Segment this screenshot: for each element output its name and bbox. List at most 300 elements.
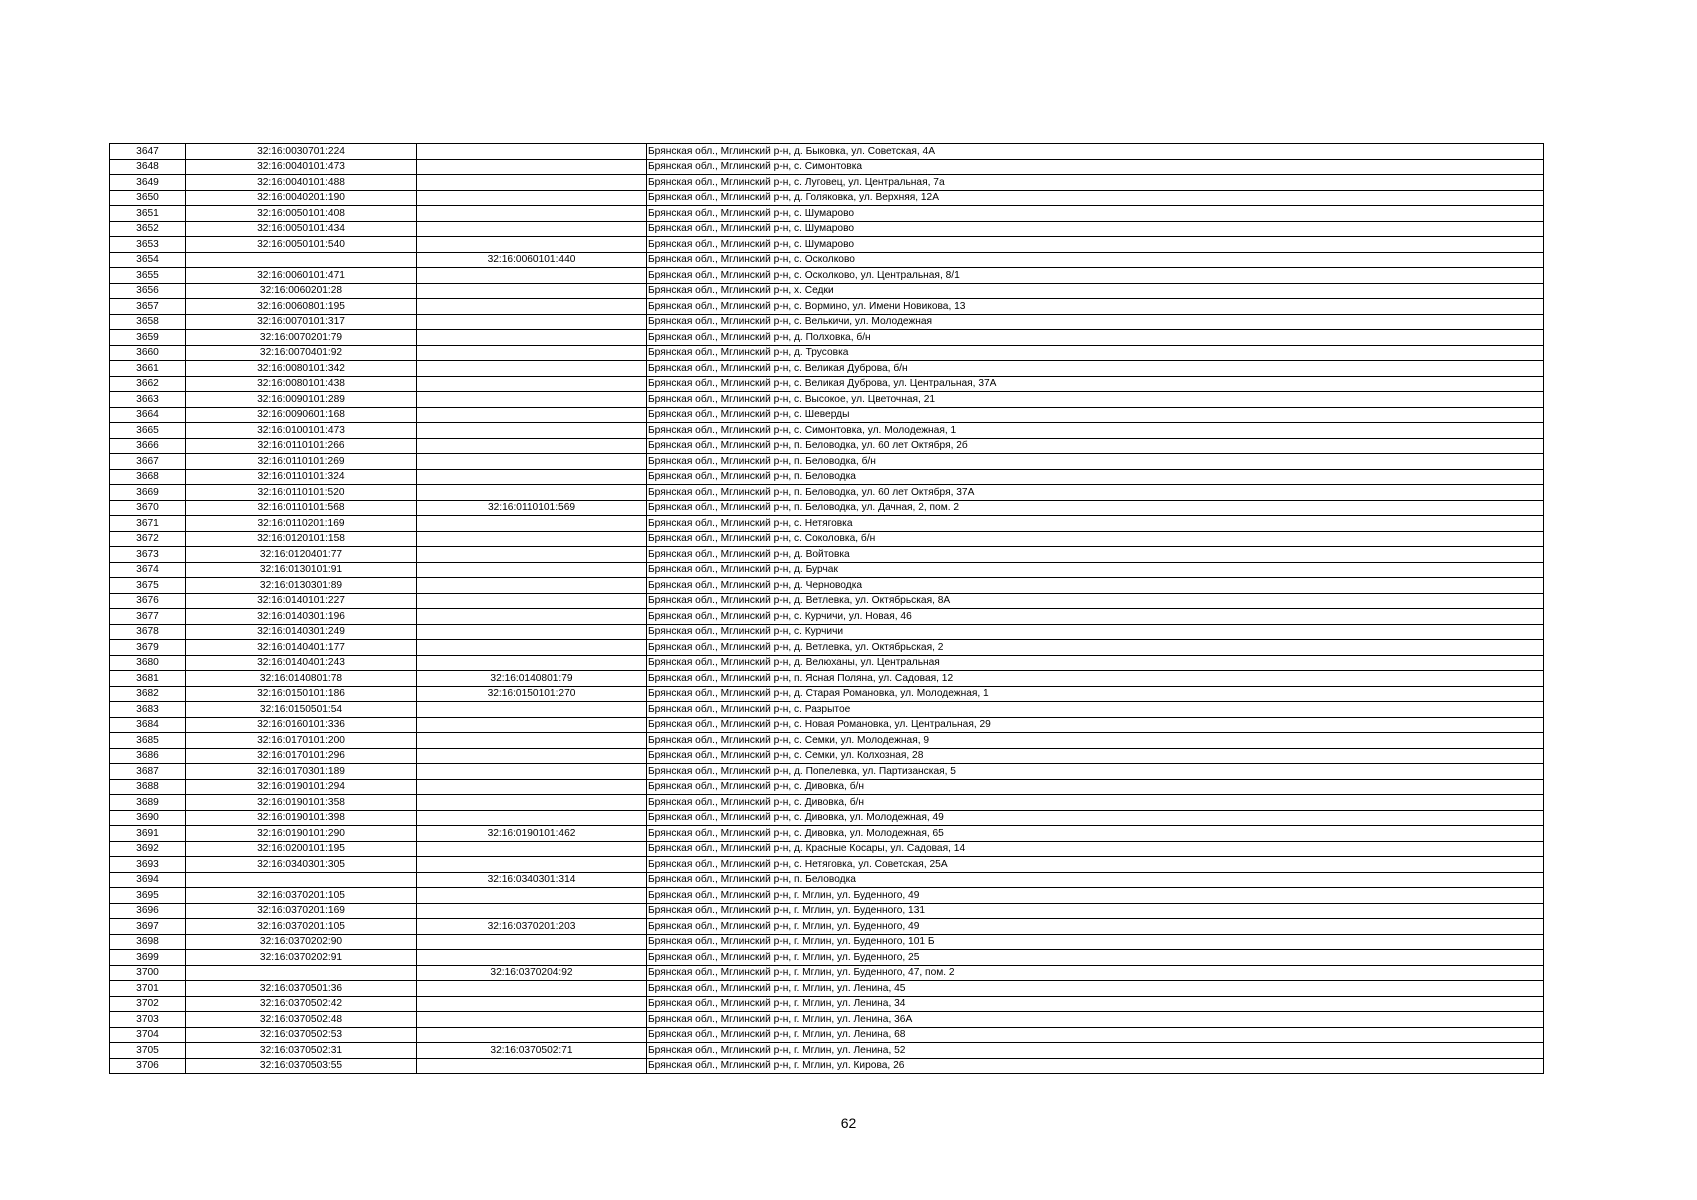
related-cadastral-number-cell (417, 795, 647, 811)
table-row (110, 872, 1544, 888)
cadastral-number-cell: 32:16:0370201:105 (186, 919, 417, 935)
table-row (110, 144, 1544, 160)
address-cell: Брянская обл., Мглинский р-н, с. Соколовка, б/н (647, 531, 1544, 547)
table-row (110, 438, 1544, 454)
row-number-cell: 3662 (110, 376, 186, 392)
cadastral-number-cell: 32:16:0140401:243 (186, 655, 417, 671)
row-number-cell: 3688 (110, 779, 186, 795)
cadastral-number-cell: 32:16:0140801:78 (186, 671, 417, 687)
table-row (110, 671, 1544, 687)
cadastral-number-cell: 32:16:0080101:342 (186, 361, 417, 377)
related-cadastral-number-cell (417, 841, 647, 857)
related-cadastral-number-cell: 32:16:0370502:71 (417, 1043, 647, 1059)
table-row (110, 733, 1544, 749)
related-cadastral-number-cell (417, 547, 647, 563)
cadastral-number-cell: 32:16:0370503:55 (186, 1058, 417, 1074)
cadastral-number-cell: 32:16:0370202:91 (186, 950, 417, 966)
related-cadastral-number-cell (417, 345, 647, 361)
row-number-cell: 3647 (110, 144, 186, 160)
row-number-cell: 3654 (110, 252, 186, 268)
address-cell: Брянская обл., Мглинский р-н, д. Красные Косары, ул. Садовая, 14 (647, 841, 1544, 857)
table-row (110, 903, 1544, 919)
cadastral-number-cell: 32:16:0050101:540 (186, 237, 417, 253)
table-row (110, 237, 1544, 253)
cadastral-number-cell: 32:16:0370201:105 (186, 888, 417, 904)
table-row (110, 779, 1544, 795)
cadastral-number-cell: 32:16:0100101:473 (186, 423, 417, 439)
address-cell: Брянская обл., Мглинский р-н, с. Шеверды (647, 407, 1544, 423)
address-cell: Брянская обл., Мглинский р-н, г. Мглин, ул. Ленина, 68 (647, 1027, 1544, 1043)
address-cell: Брянская обл., Мглинский р-н, с. Дивовка, ул. Молодежная, 65 (647, 826, 1544, 842)
related-cadastral-number-cell (417, 717, 647, 733)
row-number-cell: 3698 (110, 934, 186, 950)
table-row (110, 268, 1544, 284)
cadastral-number-cell: 32:16:0050101:434 (186, 221, 417, 237)
related-cadastral-number-cell (417, 996, 647, 1012)
page-number: 62 (840, 1115, 857, 1131)
address-cell: Брянская обл., Мглинский р-н, г. Мглин, ул. Ленина, 45 (647, 981, 1544, 997)
row-number-cell: 3664 (110, 407, 186, 423)
address-cell: Брянская обл., Мглинский р-н, д. Голяковка, ул. Верхняя, 12А (647, 190, 1544, 206)
address-cell: Брянская обл., Мглинский р-н, г. Мглин, ул. Буденного, 49 (647, 919, 1544, 935)
cadastral-number-cell: 32:16:0370502:48 (186, 1012, 417, 1028)
row-number-cell: 3696 (110, 903, 186, 919)
related-cadastral-number-cell (417, 779, 647, 795)
related-cadastral-number-cell (417, 221, 647, 237)
address-cell: Брянская обл., Мглинский р-н, д. Полховка, б/н (647, 330, 1544, 346)
row-number-cell: 3660 (110, 345, 186, 361)
address-cell: Брянская обл., Мглинский р-н, п. Беловодка, ул. 60 лет Октября, 37А (647, 485, 1544, 501)
related-cadastral-number-cell (417, 206, 647, 222)
table-row (110, 934, 1544, 950)
table-row (110, 361, 1544, 377)
related-cadastral-number-cell (417, 392, 647, 408)
cadastral-number-cell: 32:16:0140101:227 (186, 593, 417, 609)
row-number-cell: 3678 (110, 624, 186, 640)
related-cadastral-number-cell (417, 748, 647, 764)
table-row (110, 609, 1544, 625)
table-row (110, 795, 1544, 811)
cadastral-number-cell: 32:16:0090101:289 (186, 392, 417, 408)
table-row (110, 547, 1544, 563)
table-row (110, 702, 1544, 718)
table-row (110, 330, 1544, 346)
related-cadastral-number-cell (417, 376, 647, 392)
cadastral-number-cell: 32:16:0370201:169 (186, 903, 417, 919)
related-cadastral-number-cell (417, 950, 647, 966)
related-cadastral-number-cell (417, 268, 647, 284)
related-cadastral-number-cell (417, 237, 647, 253)
cadastral-number-cell: 32:16:0080101:438 (186, 376, 417, 392)
address-cell: Брянская обл., Мглинский р-н, с. Осколково, ул. Центральная, 8/1 (647, 268, 1544, 284)
related-cadastral-number-cell (417, 407, 647, 423)
address-cell: Брянская обл., Мглинский р-н, с. Осколково (647, 252, 1544, 268)
address-cell: Брянская обл., Мглинский р-н, г. Мглин, ул. Буденного, 47, пом. 2 (647, 965, 1544, 981)
address-cell: Брянская обл., Мглинский р-н, с. Дивовка, б/н (647, 795, 1544, 811)
table-row (110, 981, 1544, 997)
address-cell: Брянская обл., Мглинский р-н, г. Мглин, ул. Ленина, 34 (647, 996, 1544, 1012)
row-number-cell: 3671 (110, 516, 186, 532)
cadastral-number-cell (186, 872, 417, 888)
cadastral-number-cell: 32:16:0060801:195 (186, 299, 417, 315)
row-number-cell: 3653 (110, 237, 186, 253)
table-row (110, 485, 1544, 501)
table-row (110, 841, 1544, 857)
table-row (110, 392, 1544, 408)
table-row (110, 1043, 1544, 1059)
related-cadastral-number-cell (417, 175, 647, 191)
cadastral-number-cell: 32:16:0110101:520 (186, 485, 417, 501)
cadastral-number-cell: 32:16:0190101:290 (186, 826, 417, 842)
cadastral-number-cell: 32:16:0110101:266 (186, 438, 417, 454)
cadastral-number-cell: 32:16:0110101:324 (186, 469, 417, 485)
address-cell: Брянская обл., Мглинский р-н, г. Мглин, ул. Кирова, 26 (647, 1058, 1544, 1074)
cadastral-number-cell: 32:16:0090601:168 (186, 407, 417, 423)
cadastral-number-cell: 32:16:0140301:249 (186, 624, 417, 640)
related-cadastral-number-cell (417, 609, 647, 625)
address-cell: Брянская обл., Мглинский р-н, с. Вормино, ул. Имени Новикова, 13 (647, 299, 1544, 315)
address-cell: Брянская обл., Мглинский р-н, п. Беловодка, ул. 60 лет Октября, 2б (647, 438, 1544, 454)
table-row (110, 1027, 1544, 1043)
address-cell: Брянская обл., Мглинский р-н, г. Мглин, ул. Буденного, 101 Б (647, 934, 1544, 950)
address-cell: Брянская обл., Мглинский р-н, г. Мглин, ул. Буденного, 25 (647, 950, 1544, 966)
table-row (110, 1058, 1544, 1074)
table-row (110, 764, 1544, 780)
related-cadastral-number-cell (417, 593, 647, 609)
registry-table (109, 143, 1544, 1074)
table-row (110, 252, 1544, 268)
cadastral-number-cell: 32:16:0070201:79 (186, 330, 417, 346)
address-cell: Брянская обл., Мглинский р-н, г. Мглин, ул. Буденного, 49 (647, 888, 1544, 904)
related-cadastral-number-cell: 32:16:0140801:79 (417, 671, 647, 687)
row-number-cell: 3665 (110, 423, 186, 439)
cadastral-number-cell: 32:16:0120401:77 (186, 547, 417, 563)
address-cell: Брянская обл., Мглинский р-н, с. Великая Дуброва, ул. Центральная, 37А (647, 376, 1544, 392)
row-number-cell: 3699 (110, 950, 186, 966)
row-number-cell: 3697 (110, 919, 186, 935)
row-number-cell: 3661 (110, 361, 186, 377)
cadastral-number-cell: 32:16:0370502:53 (186, 1027, 417, 1043)
related-cadastral-number-cell (417, 469, 647, 485)
table-row (110, 1012, 1544, 1028)
table-row (110, 376, 1544, 392)
row-number-cell: 3673 (110, 547, 186, 563)
row-number-cell: 3682 (110, 686, 186, 702)
cadastral-number-cell: 32:16:0130101:91 (186, 562, 417, 578)
row-number-cell: 3669 (110, 485, 186, 501)
table-row (110, 206, 1544, 222)
table-row (110, 655, 1544, 671)
related-cadastral-number-cell (417, 190, 647, 206)
cadastral-number-cell: 32:16:0070101:317 (186, 314, 417, 330)
table-row (110, 299, 1544, 315)
row-number-cell: 3695 (110, 888, 186, 904)
table-row (110, 810, 1544, 826)
row-number-cell: 3679 (110, 640, 186, 656)
table-row (110, 996, 1544, 1012)
cadastral-number-cell: 32:16:0170101:200 (186, 733, 417, 749)
table-row (110, 407, 1544, 423)
address-cell: Брянская обл., Мглинский р-н, п. Ясная Поляна, ул. Садовая, 12 (647, 671, 1544, 687)
related-cadastral-number-cell (417, 314, 647, 330)
address-cell: Брянская обл., Мглинский р-н, с. Курчичи (647, 624, 1544, 640)
row-number-cell: 3686 (110, 748, 186, 764)
cadastral-number-cell: 32:16:0190101:358 (186, 795, 417, 811)
related-cadastral-number-cell (417, 330, 647, 346)
address-cell: Брянская обл., Мглинский р-н, с. Симонтовка (647, 159, 1544, 175)
cadastral-number-cell: 32:16:0170301:189 (186, 764, 417, 780)
related-cadastral-number-cell (417, 1027, 647, 1043)
cadastral-number-cell: 32:16:0070401:92 (186, 345, 417, 361)
table-row (110, 221, 1544, 237)
cadastral-number-cell: 32:16:0110101:568 (186, 500, 417, 516)
related-cadastral-number-cell (417, 640, 647, 656)
table-row (110, 578, 1544, 594)
cadastral-number-cell: 32:16:0370202:90 (186, 934, 417, 950)
related-cadastral-number-cell: 32:16:0340301:314 (417, 872, 647, 888)
address-cell: Брянская обл., Мглинский р-н, с. Луговец, ул. Центральная, 7а (647, 175, 1544, 191)
table-row (110, 562, 1544, 578)
row-number-cell: 3666 (110, 438, 186, 454)
cadastral-number-cell (186, 252, 417, 268)
related-cadastral-number-cell (417, 764, 647, 780)
table-row (110, 593, 1544, 609)
cadastral-number-cell: 32:16:0110201:169 (186, 516, 417, 532)
row-number-cell: 3684 (110, 717, 186, 733)
cadastral-number-cell: 32:16:0110101:269 (186, 454, 417, 470)
related-cadastral-number-cell (417, 857, 647, 873)
row-number-cell: 3668 (110, 469, 186, 485)
address-cell: Брянская обл., Мглинский р-н, с. Нетяговка, ул. Советская, 25А (647, 857, 1544, 873)
table-row (110, 826, 1544, 842)
related-cadastral-number-cell (417, 702, 647, 718)
table-row (110, 190, 1544, 206)
table-row (110, 283, 1544, 299)
related-cadastral-number-cell: 32:16:0190101:462 (417, 826, 647, 842)
row-number-cell: 3677 (110, 609, 186, 625)
row-number-cell: 3683 (110, 702, 186, 718)
cadastral-number-cell: 32:16:0040201:190 (186, 190, 417, 206)
related-cadastral-number-cell (417, 423, 647, 439)
address-cell: Брянская обл., Мглинский р-н, п. Беловодка, ул. Дачная, 2, пом. 2 (647, 500, 1544, 516)
table-row (110, 531, 1544, 547)
row-number-cell: 3650 (110, 190, 186, 206)
table-row (110, 159, 1544, 175)
cadastral-number-cell: 32:16:0370501:36 (186, 981, 417, 997)
address-cell: Брянская обл., Мглинский р-н, д. Старая Романовка, ул. Молодежная, 1 (647, 686, 1544, 702)
related-cadastral-number-cell (417, 562, 647, 578)
table-row (110, 965, 1544, 981)
row-number-cell: 3705 (110, 1043, 186, 1059)
address-cell: Брянская обл., Мглинский р-н, с. Велькичи, ул. Молодежная (647, 314, 1544, 330)
cadastral-number-cell: 32:16:0160101:336 (186, 717, 417, 733)
related-cadastral-number-cell (417, 485, 647, 501)
row-number-cell: 3685 (110, 733, 186, 749)
row-number-cell: 3657 (110, 299, 186, 315)
row-number-cell: 3670 (110, 500, 186, 516)
address-cell: Брянская обл., Мглинский р-н, п. Беловодка (647, 469, 1544, 485)
row-number-cell: 3680 (110, 655, 186, 671)
cadastral-number-cell: 32:16:0130301:89 (186, 578, 417, 594)
address-cell: Брянская обл., Мглинский р-н, х. Седки (647, 283, 1544, 299)
related-cadastral-number-cell (417, 531, 647, 547)
cadastral-number-cell: 32:16:0030701:224 (186, 144, 417, 160)
row-number-cell: 3692 (110, 841, 186, 857)
cadastral-number-cell: 32:16:0340301:305 (186, 857, 417, 873)
table-row (110, 345, 1544, 361)
row-number-cell: 3703 (110, 1012, 186, 1028)
address-cell: Брянская обл., Мглинский р-н, д. Велюханы, ул. Центральная (647, 655, 1544, 671)
related-cadastral-number-cell (417, 144, 647, 160)
related-cadastral-number-cell (417, 1012, 647, 1028)
cadastral-number-cell: 32:16:0060101:471 (186, 268, 417, 284)
address-cell: Брянская обл., Мглинский р-н, г. Мглин, ул. Ленина, 52 (647, 1043, 1544, 1059)
address-cell: Брянская обл., Мглинский р-н, д. Ветлевка, ул. Октябрьская, 2 (647, 640, 1544, 656)
row-number-cell: 3674 (110, 562, 186, 578)
address-cell: Брянская обл., Мглинский р-н, с. Дивовка, б/н (647, 779, 1544, 795)
address-cell: Брянская обл., Мглинский р-н, с. Великая Дуброва, б/н (647, 361, 1544, 377)
table-row (110, 175, 1544, 191)
related-cadastral-number-cell: 32:16:0150101:270 (417, 686, 647, 702)
related-cadastral-number-cell (417, 516, 647, 532)
related-cadastral-number-cell (417, 655, 647, 671)
cadastral-number-cell: 32:16:0190101:294 (186, 779, 417, 795)
row-number-cell: 3659 (110, 330, 186, 346)
related-cadastral-number-cell (417, 888, 647, 904)
address-cell: Брянская обл., Мглинский р-н, с. Дивовка, ул. Молодежная, 49 (647, 810, 1544, 826)
address-cell: Брянская обл., Мглинский р-н, д. Бурчак (647, 562, 1544, 578)
row-number-cell: 3655 (110, 268, 186, 284)
related-cadastral-number-cell (417, 733, 647, 749)
address-cell: Брянская обл., Мглинский р-н, г. Мглин, ул. Ленина, 36А (647, 1012, 1544, 1028)
address-cell: Брянская обл., Мглинский р-н, д. Попелевка, ул. Партизанская, 5 (647, 764, 1544, 780)
related-cadastral-number-cell: 32:16:0110101:569 (417, 500, 647, 516)
row-number-cell: 3694 (110, 872, 186, 888)
row-number-cell: 3651 (110, 206, 186, 222)
row-number-cell: 3652 (110, 221, 186, 237)
table-row (110, 469, 1544, 485)
row-number-cell: 3658 (110, 314, 186, 330)
table-row (110, 454, 1544, 470)
row-number-cell: 3690 (110, 810, 186, 826)
related-cadastral-number-cell: 32:16:0060101:440 (417, 252, 647, 268)
related-cadastral-number-cell (417, 578, 647, 594)
row-number-cell: 3656 (110, 283, 186, 299)
related-cadastral-number-cell (417, 903, 647, 919)
registry-table-body (110, 144, 1544, 1074)
cadastral-number-cell: 32:16:0200101:195 (186, 841, 417, 857)
address-cell: Брянская обл., Мглинский р-н, п. Беловодка (647, 872, 1544, 888)
address-cell: Брянская обл., Мглинский р-н, д. Трусовка (647, 345, 1544, 361)
cadastral-number-cell: 32:16:0370502:31 (186, 1043, 417, 1059)
row-number-cell: 3702 (110, 996, 186, 1012)
table-row (110, 686, 1544, 702)
cadastral-number-cell: 32:16:0150501:54 (186, 702, 417, 718)
row-number-cell: 3648 (110, 159, 186, 175)
address-cell: Брянская обл., Мглинский р-н, п. Беловодка, б/н (647, 454, 1544, 470)
related-cadastral-number-cell (417, 934, 647, 950)
address-cell: Брянская обл., Мглинский р-н, с. Нетяговка (647, 516, 1544, 532)
table-row (110, 888, 1544, 904)
cadastral-number-cell: 32:16:0060201:28 (186, 283, 417, 299)
cadastral-number-cell: 32:16:0150101:186 (186, 686, 417, 702)
related-cadastral-number-cell (417, 624, 647, 640)
address-cell: Брянская обл., Мглинский р-н, с. Новая Романовка, ул. Центральная, 29 (647, 717, 1544, 733)
related-cadastral-number-cell (417, 159, 647, 175)
address-cell: Брянская обл., Мглинский р-н, д. Ветлевка, ул. Октябрьская, 8А (647, 593, 1544, 609)
related-cadastral-number-cell: 32:16:0370201:203 (417, 919, 647, 935)
row-number-cell: 3681 (110, 671, 186, 687)
table-row (110, 423, 1544, 439)
cadastral-number-cell: 32:16:0370502:42 (186, 996, 417, 1012)
related-cadastral-number-cell (417, 299, 647, 315)
address-cell: Брянская обл., Мглинский р-н, с. Шумарово (647, 221, 1544, 237)
cadastral-number-cell: 32:16:0170101:296 (186, 748, 417, 764)
address-cell: Брянская обл., Мглинский р-н, д. Быковка, ул. Советская, 4А (647, 144, 1544, 160)
address-cell: Брянская обл., Мглинский р-н, с. Шумарово (647, 237, 1544, 253)
cadastral-number-cell: 32:16:0040101:473 (186, 159, 417, 175)
cadastral-number-cell: 32:16:0040101:488 (186, 175, 417, 191)
related-cadastral-number-cell (417, 361, 647, 377)
address-cell: Брянская обл., Мглинский р-н, с. Высокое, ул. Цветочная, 21 (647, 392, 1544, 408)
cadastral-number-cell: 32:16:0050101:408 (186, 206, 417, 222)
row-number-cell: 3691 (110, 826, 186, 842)
table-row (110, 624, 1544, 640)
related-cadastral-number-cell (417, 1058, 647, 1074)
table-row (110, 314, 1544, 330)
table-row (110, 950, 1544, 966)
address-cell: Брянская обл., Мглинский р-н, с. Шумарово (647, 206, 1544, 222)
table-row (110, 857, 1544, 873)
address-cell: Брянская обл., Мглинский р-н, д. Черноводка (647, 578, 1544, 594)
related-cadastral-number-cell (417, 810, 647, 826)
row-number-cell: 3700 (110, 965, 186, 981)
row-number-cell: 3676 (110, 593, 186, 609)
cadastral-number-cell: 32:16:0140401:177 (186, 640, 417, 656)
cadastral-number-cell: 32:16:0120101:158 (186, 531, 417, 547)
row-number-cell: 3663 (110, 392, 186, 408)
table-row (110, 748, 1544, 764)
address-cell: Брянская обл., Мглинский р-н, д. Войтовка (647, 547, 1544, 563)
cadastral-number-cell (186, 965, 417, 981)
row-number-cell: 3687 (110, 764, 186, 780)
row-number-cell: 3675 (110, 578, 186, 594)
row-number-cell: 3689 (110, 795, 186, 811)
address-cell: Брянская обл., Мглинский р-н, с. Симонтовка, ул. Молодежная, 1 (647, 423, 1544, 439)
row-number-cell: 3706 (110, 1058, 186, 1074)
related-cadastral-number-cell (417, 981, 647, 997)
cadastral-number-cell: 32:16:0190101:398 (186, 810, 417, 826)
row-number-cell: 3672 (110, 531, 186, 547)
address-cell: Брянская обл., Мглинский р-н, с. Семки, ул. Молодежная, 9 (647, 733, 1544, 749)
related-cadastral-number-cell (417, 283, 647, 299)
related-cadastral-number-cell (417, 438, 647, 454)
row-number-cell: 3667 (110, 454, 186, 470)
table-row (110, 919, 1544, 935)
address-cell: Брянская обл., Мглинский р-н, с. Разрытое (647, 702, 1544, 718)
cadastral-number-cell: 32:16:0140301:196 (186, 609, 417, 625)
related-cadastral-number-cell (417, 454, 647, 470)
table-row (110, 717, 1544, 733)
row-number-cell: 3701 (110, 981, 186, 997)
row-number-cell: 3649 (110, 175, 186, 191)
row-number-cell: 3693 (110, 857, 186, 873)
address-cell: Брянская обл., Мглинский р-н, с. Семки, ул. Колхозная, 28 (647, 748, 1544, 764)
address-cell: Брянская обл., Мглинский р-н, г. Мглин, ул. Буденного, 131 (647, 903, 1544, 919)
table-row (110, 640, 1544, 656)
table-row (110, 516, 1544, 532)
table-row (110, 500, 1544, 516)
